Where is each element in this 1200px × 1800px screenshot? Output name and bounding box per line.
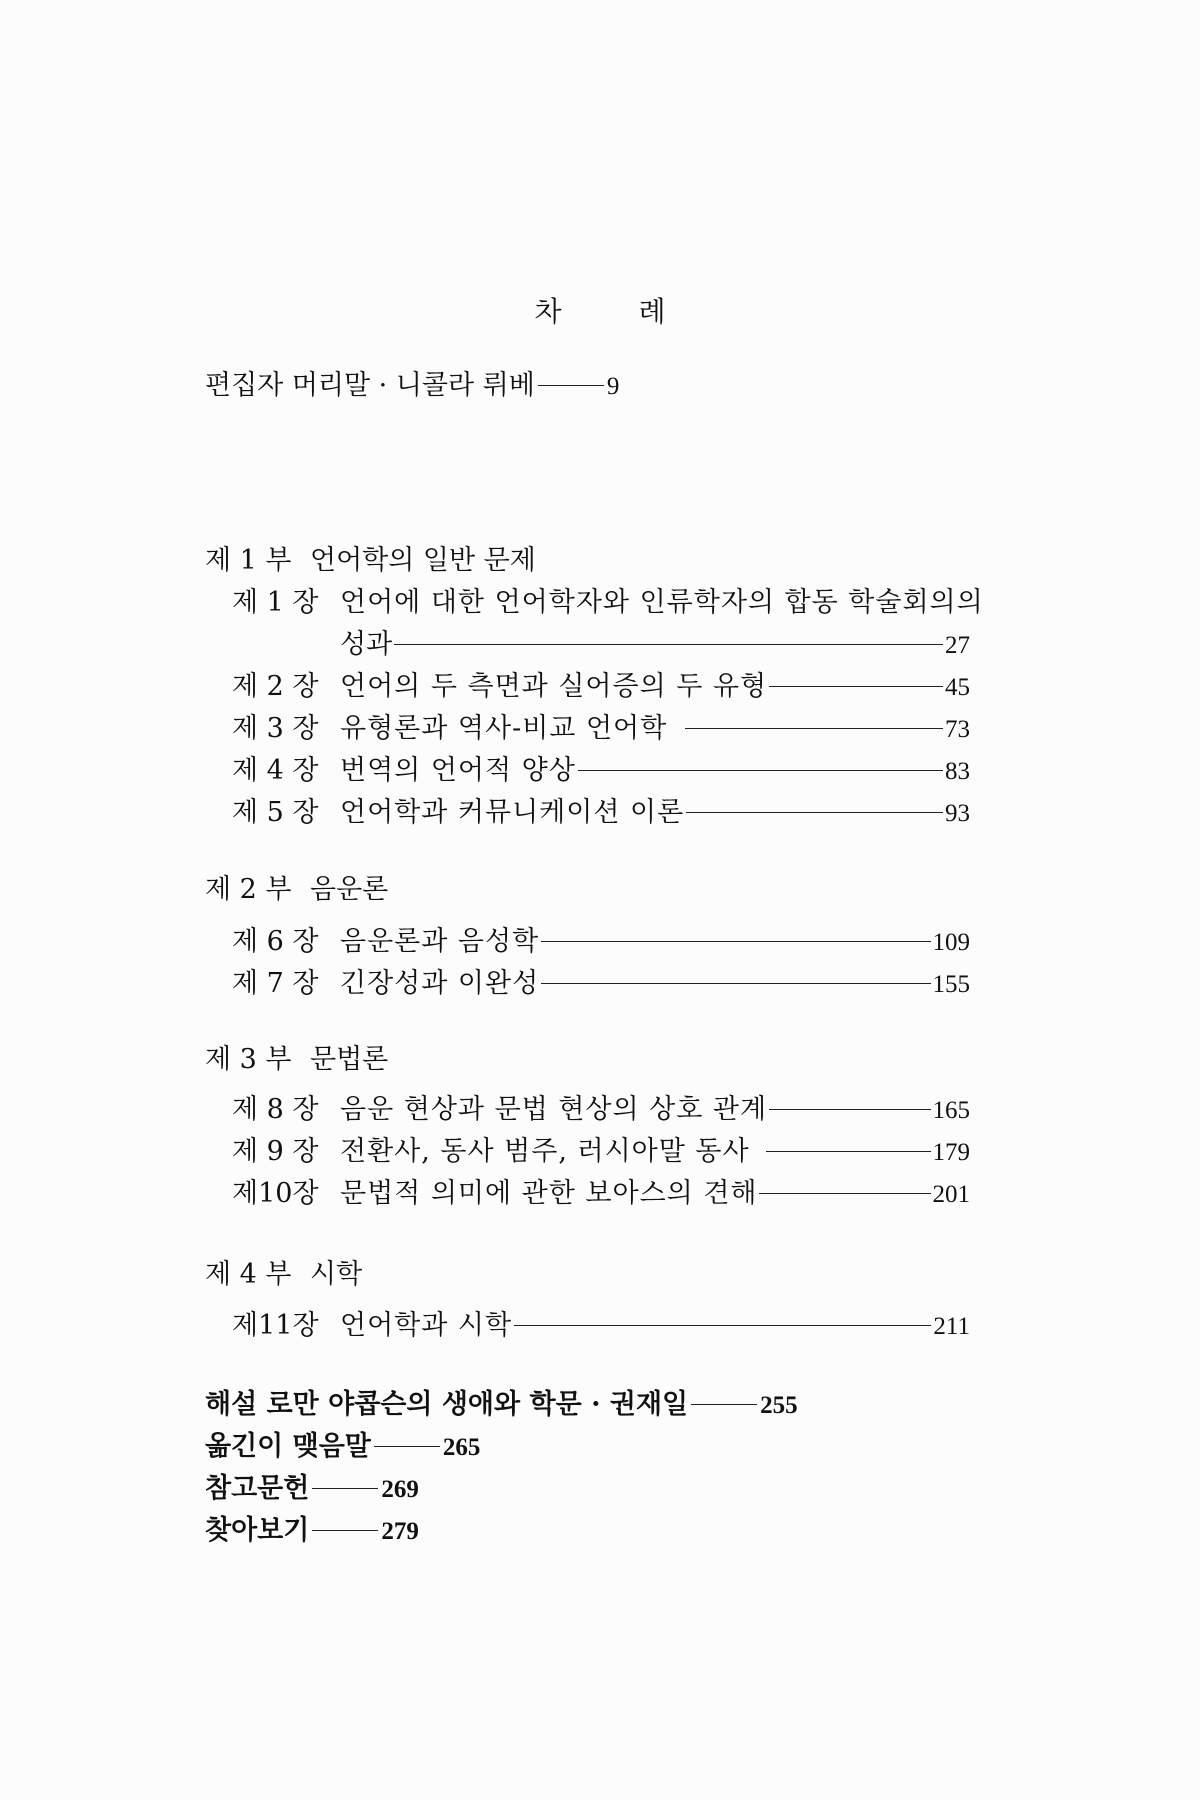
entry-text: 해설 로만 야콥슨의 생애와 학문 · 권재일 (205, 1389, 689, 1420)
chapter-label: 제 3 장 (232, 713, 319, 744)
entry-text: 편집자 머리말 · 니콜라 뤼베 (205, 370, 535, 401)
chapter-page: 45 (945, 674, 970, 701)
chapter-label: 제 7 장 (232, 968, 319, 999)
entry-text: 찾아보기 (205, 1515, 310, 1546)
toc-chapter (232, 793, 970, 834)
chapter-title: 언어학과 시학 (340, 1310, 513, 1341)
leader-line (686, 812, 943, 813)
chapter-page: 165 (932, 1097, 970, 1124)
entry-text: 옮긴이 맺음말 (205, 1431, 371, 1462)
chapter-title: 번역의 언어적 양상 (340, 755, 576, 786)
toc-chapter (232, 583, 984, 623)
chapter-label: 제 6 장 (232, 926, 319, 957)
toc-entry-translator-afterword (205, 1427, 480, 1468)
part-heading (205, 1255, 362, 1295)
toc-chapter (232, 922, 970, 963)
chapter-page: 83 (945, 758, 970, 785)
leader-line (769, 686, 943, 687)
toc-entry-commentary (205, 1385, 798, 1426)
leader-line (759, 1193, 930, 1194)
leader-line (541, 983, 930, 984)
toc-chapter (232, 667, 970, 708)
leader-line (685, 728, 943, 729)
entry-page: 255 (760, 1392, 798, 1419)
leader-line (769, 1109, 930, 1110)
leader-line (394, 644, 943, 645)
chapter-title: 유형론과 역사-비교 언어학 (340, 713, 668, 744)
chapter-label: 제 4 장 (232, 755, 319, 786)
entry-page: 265 (442, 1434, 481, 1461)
toc-chapter (232, 1174, 970, 1215)
part-label: 제 1 부 (205, 545, 292, 576)
toc-chapter-continued (340, 625, 970, 666)
chapter-page: 93 (945, 800, 970, 827)
chapter-title-continued: 성과 (340, 629, 393, 660)
toc-chapter (232, 1306, 970, 1347)
part-title: 언어학의 일반 문제 (310, 545, 536, 576)
part-heading (205, 1040, 388, 1080)
leader-line (312, 1530, 378, 1531)
chapter-title: 긴장성과 이완성 (340, 968, 540, 999)
chapter-page: 201 (932, 1181, 970, 1208)
page-title: 차 례 (534, 295, 700, 328)
toc-chapter (232, 1132, 970, 1173)
toc-chapter (232, 1090, 970, 1131)
entry-text: 참고문헌 (205, 1473, 310, 1504)
part-label: 제 4 부 (205, 1259, 292, 1290)
part-title: 시학 (310, 1259, 363, 1290)
entry-page: 279 (381, 1518, 419, 1545)
chapter-label: 제 9 장 (232, 1136, 319, 1167)
leader-line (514, 1325, 931, 1326)
part-title: 음운론 (310, 874, 389, 905)
chapter-page: 155 (932, 971, 970, 998)
part-heading (205, 541, 536, 581)
chapter-title: 언어학과 커뮤니케이션 이론 (340, 797, 685, 828)
leader-line (766, 1151, 931, 1152)
chapter-page: 109 (932, 929, 970, 956)
chapter-label: 제 8 장 (232, 1094, 319, 1125)
toc-chapter (232, 751, 970, 792)
chapter-title: 전환사, 동사 범주, 러시아말 동사 (340, 1136, 750, 1167)
chapter-title: 음운 현상과 문법 현상의 상호 관계 (340, 1094, 768, 1125)
entry-page: 9 (606, 373, 620, 400)
chapter-title: 문법적 의미에 관한 보아스의 견해 (340, 1178, 758, 1209)
leader-line (541, 941, 930, 942)
chapter-title: 언어에 대한 언어학자와 인류학자의 합동 학술회의의 (340, 587, 984, 618)
toc-entry-index (205, 1511, 419, 1552)
chapter-page: 179 (932, 1139, 970, 1166)
part-heading (205, 870, 388, 910)
chapter-page: 27 (945, 632, 970, 659)
chapter-page: 211 (933, 1313, 970, 1340)
toc-entry-preface (205, 366, 619, 407)
leader-line (374, 1446, 440, 1447)
chapter-label: 제 5 장 (232, 797, 319, 828)
toc-chapter (232, 964, 970, 1005)
leader-line (312, 1488, 378, 1489)
part-label: 제 3 부 (205, 1044, 292, 1075)
toc-entry-references (205, 1469, 419, 1510)
toc-chapter (232, 709, 970, 750)
part-title: 문법론 (310, 1044, 389, 1075)
chapter-label: 제 2 장 (232, 671, 319, 702)
entry-page: 269 (381, 1476, 419, 1503)
leader-line (538, 385, 604, 386)
leader-line (691, 1404, 757, 1405)
leader-line (578, 770, 943, 771)
chapter-label: 제11장 (232, 1310, 319, 1341)
chapter-label: 제10장 (232, 1178, 319, 1209)
chapter-title: 음운론과 음성학 (340, 926, 540, 957)
chapter-label: 제 1 장 (232, 587, 319, 618)
chapter-title: 언어의 두 측면과 실어증의 두 유형 (340, 671, 768, 702)
part-label: 제 2 부 (205, 874, 292, 905)
chapter-page: 73 (945, 716, 970, 743)
